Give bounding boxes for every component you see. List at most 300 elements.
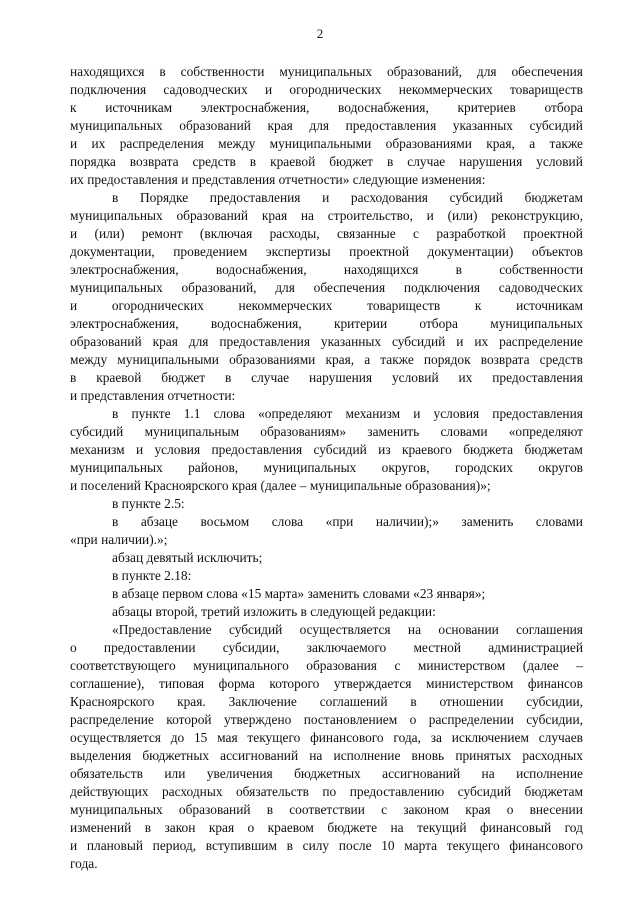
word: бюджете [327, 820, 378, 835]
word: в [386, 154, 394, 169]
word: из [378, 442, 391, 457]
word: субсидий [457, 784, 512, 799]
word: проектной [349, 244, 410, 259]
word: образований [70, 334, 142, 349]
text-line: абзац девятый исключить; [112, 550, 263, 565]
word: осуществляется [70, 730, 161, 745]
word: расходы, [269, 226, 320, 241]
word: текущего [446, 838, 500, 853]
text-line: в абзаце первом слова «15 марта» заменить словами «23 января»; [112, 586, 486, 601]
word: а [529, 136, 536, 151]
word: для [275, 280, 295, 295]
word: соглашение), [70, 676, 145, 691]
word: огороднических [111, 298, 204, 313]
word: бюджет [329, 154, 374, 169]
word: принятых [455, 748, 512, 763]
word: министерством [417, 658, 506, 673]
word: указанных [320, 334, 382, 349]
word: (или) [94, 226, 125, 241]
word: муниципальных [70, 280, 163, 295]
word: между [218, 136, 256, 151]
word: находящихся [70, 64, 145, 79]
word: местной [413, 640, 462, 655]
word: и [426, 208, 434, 223]
word: возврата [129, 154, 179, 169]
text-line: «при наличии).»; [70, 532, 168, 547]
text-line [70, 513, 583, 531]
word: подключения [403, 280, 481, 295]
text-line [70, 297, 583, 315]
word: товариществ [509, 82, 583, 97]
word: на [390, 820, 404, 835]
word: проведением [173, 244, 248, 259]
word: образованиями [385, 136, 472, 151]
word: образований, [181, 280, 257, 295]
text-line [70, 819, 583, 837]
word: водоснабжения, [215, 262, 307, 277]
word: основании [438, 622, 499, 637]
word: и [70, 838, 78, 853]
word: администрацией [488, 640, 583, 655]
text-line [70, 261, 583, 279]
word: о [409, 712, 417, 727]
word: утверждено [224, 712, 292, 727]
word: края. [177, 694, 206, 709]
word: предоставления [492, 370, 583, 385]
word: между [70, 352, 108, 367]
word: утверждается [333, 676, 412, 691]
word: предоставлению [349, 784, 445, 799]
word: текущего [247, 730, 301, 745]
word: также [549, 136, 583, 151]
word: условия [433, 406, 480, 421]
word: проектной [523, 226, 583, 241]
word: и [456, 334, 464, 349]
word: предоставлении [103, 640, 196, 655]
text-line [70, 441, 583, 459]
word: абзаце [140, 514, 178, 529]
word: средств [539, 352, 583, 367]
word: отбора [544, 100, 583, 115]
word: распределение [499, 334, 583, 349]
word: форма [218, 676, 255, 691]
word: предоставления [209, 190, 301, 205]
word: «определяют [258, 406, 333, 421]
word: «определяют [508, 424, 583, 439]
body-text [70, 63, 583, 873]
word: садоводческих [163, 82, 248, 97]
word: садоводческих [498, 280, 583, 295]
word: период, [152, 838, 197, 853]
word: условия [154, 442, 201, 457]
word: краевом [267, 820, 314, 835]
word: субсидий [449, 190, 503, 205]
word: предоставления [219, 334, 310, 349]
word: муниципального [193, 658, 289, 673]
text-line [70, 207, 583, 225]
word: водоснабжения, [338, 100, 429, 115]
word: товариществ [367, 298, 441, 313]
text-line [70, 153, 583, 171]
text-line: года. [70, 856, 98, 871]
word: округов [538, 460, 583, 475]
word: образований [176, 208, 249, 223]
word: собственности [180, 64, 265, 79]
word: расходования [350, 190, 428, 205]
word: в [455, 262, 462, 277]
word: субсидии, [222, 640, 280, 655]
word: слова [271, 514, 304, 529]
word: вступившим [205, 838, 277, 853]
word: критериев [457, 100, 516, 115]
word: края, [325, 352, 355, 367]
word: в [266, 802, 274, 817]
word: муниципальных [70, 118, 163, 133]
word: выделения [70, 748, 132, 763]
word: пункте [131, 406, 171, 421]
word: марта [404, 838, 438, 853]
word: о [247, 820, 255, 835]
word: края [208, 820, 235, 835]
word: исполнение [516, 766, 583, 781]
word: их [91, 136, 106, 151]
word: края [465, 802, 491, 817]
word: слова [213, 406, 245, 421]
word: бюджетам [524, 442, 583, 457]
word: отношении [439, 694, 504, 709]
word: в [410, 694, 417, 709]
word: строительство, [327, 208, 413, 223]
word: финансов [527, 676, 583, 691]
word: с [413, 226, 419, 241]
text-line [70, 99, 583, 117]
word: соответствующего [70, 658, 176, 673]
text-line [70, 405, 583, 423]
word: случае [407, 154, 446, 169]
word: исключением [451, 730, 529, 745]
text-line [70, 225, 583, 243]
text-line [70, 117, 583, 135]
word: восьмом [200, 514, 250, 529]
word: субсидий [70, 424, 124, 439]
word: некоммерческих [398, 82, 493, 97]
word: подключения [70, 82, 147, 97]
word: на [309, 748, 323, 763]
text-line [70, 837, 583, 855]
word: мая [217, 730, 238, 745]
text-line [70, 711, 583, 729]
word: и [70, 136, 78, 151]
word: для [309, 118, 330, 133]
word: расходных [161, 784, 223, 799]
word: также [380, 352, 414, 367]
word: бюджетам [524, 784, 583, 799]
word: районов, [188, 460, 239, 475]
word: муниципальных [70, 460, 163, 475]
word: предоставления [345, 118, 437, 133]
word: механизм [345, 406, 401, 421]
word: муниципальными [269, 136, 372, 151]
word: некоммерческих [238, 298, 333, 313]
word: городских [455, 460, 513, 475]
text-line [70, 243, 583, 261]
word: муниципальных [70, 208, 163, 223]
word: образований [179, 118, 251, 133]
word: ремонт [141, 226, 183, 241]
word: механизм [70, 442, 125, 457]
word: в [159, 64, 166, 79]
word: финансовый [479, 820, 552, 835]
text-line: в пункте 2.5: [112, 496, 185, 511]
word: бюджет [161, 370, 206, 385]
word: силу [302, 838, 330, 853]
word: соглашения [516, 622, 583, 637]
word: электроснабжения, [70, 316, 179, 331]
word: словами [440, 424, 488, 439]
text-line [70, 369, 583, 387]
word: муниципальным [144, 424, 240, 439]
word: на [407, 622, 422, 637]
word: в [112, 406, 119, 421]
text-line: абзацы второй, третий изложить в следующей редакции: [112, 604, 436, 619]
text-line [70, 333, 583, 351]
word: документации, [70, 244, 155, 259]
word: осуществляется [299, 622, 391, 637]
word: условий [536, 154, 583, 169]
word: краевой [270, 154, 316, 169]
word: за [430, 730, 442, 745]
word: предоставления [211, 442, 303, 457]
word: муниципальных [70, 802, 163, 817]
text-line [70, 657, 583, 675]
word: «при [325, 514, 354, 529]
word: «Предоставление [112, 622, 212, 637]
word: – [576, 658, 583, 673]
word: закон [164, 820, 196, 835]
word: с [381, 802, 388, 817]
word: с [394, 658, 401, 673]
word: краевого [401, 442, 452, 457]
text-line: и представления отчетности: [70, 388, 236, 403]
text-line [70, 747, 583, 765]
word: краевой [96, 370, 142, 385]
word: обеспечения [511, 64, 583, 79]
word: огороднических [289, 82, 382, 97]
word: бюджета [463, 442, 514, 457]
word: в [224, 370, 232, 385]
word: округов, [381, 460, 430, 475]
text-line [70, 63, 583, 81]
text-line [70, 621, 583, 639]
word: после [338, 838, 372, 853]
word: словами [535, 514, 583, 529]
word: распределении [428, 712, 514, 727]
word: и [135, 442, 144, 457]
word: вновь [411, 748, 445, 763]
word: в [286, 838, 293, 853]
word: внесении [529, 802, 583, 817]
text-line [70, 801, 583, 819]
word: порядка [70, 154, 116, 169]
word: обеспечения [313, 280, 386, 295]
word: года, [393, 730, 421, 745]
word: предоставления [492, 406, 583, 421]
word: типовая [158, 676, 205, 691]
word: Заключение [228, 694, 297, 709]
word: (далее [522, 658, 559, 673]
word: и [264, 82, 273, 97]
word: связанные [336, 226, 396, 241]
word: объектов [531, 244, 583, 259]
word: субсидии, [526, 694, 583, 709]
word: текущий [417, 820, 467, 835]
word: 10 [381, 838, 395, 853]
word: образований, [386, 64, 462, 79]
word: Порядке [139, 190, 189, 205]
word: (или) [447, 208, 478, 223]
word: экспертизы [265, 244, 331, 259]
word: Красноярского [70, 694, 155, 709]
word: (включая [199, 226, 253, 241]
word: их [458, 370, 473, 385]
text-line [70, 639, 583, 657]
word: в [144, 820, 152, 835]
text-line: в пункте 2.18: [112, 568, 192, 583]
word: наличии);» [375, 514, 439, 529]
word: муниципальными [117, 352, 219, 367]
word: ассигнований [220, 748, 299, 763]
word: критерии [333, 316, 388, 331]
word: исполнение [333, 748, 401, 763]
word: находящихся [343, 262, 419, 277]
word: края [267, 118, 293, 133]
word: водоснабжения, [210, 316, 302, 331]
text-line [70, 315, 583, 333]
word: для [188, 334, 209, 349]
word: до [170, 730, 185, 745]
word: нарушения [309, 370, 373, 385]
word: муниципальных [263, 460, 357, 475]
word: собственности [499, 262, 583, 277]
text-line [70, 189, 583, 207]
word: их [474, 334, 489, 349]
word: которой [166, 712, 212, 727]
word: муниципальных [490, 316, 583, 331]
word: и [322, 190, 330, 205]
text-line [70, 729, 583, 747]
word: и [413, 406, 421, 421]
word: бюджетам [524, 190, 583, 205]
word: обязательств [235, 784, 309, 799]
word: 15 [193, 730, 208, 745]
word: образованиями [229, 352, 316, 367]
word: в [70, 370, 77, 385]
word: на [481, 766, 495, 781]
word: год [564, 820, 583, 835]
word: обязательств [70, 766, 143, 781]
word: края [261, 208, 288, 223]
word: изменений [70, 820, 132, 835]
word: средств [192, 154, 236, 169]
text-line [70, 279, 583, 297]
word: финансового [509, 838, 583, 853]
word: и [70, 226, 78, 241]
text-line [70, 81, 583, 99]
word: бюджетных [142, 748, 210, 763]
text-line [70, 423, 583, 441]
word: случаев [538, 730, 583, 745]
word: заключаемого [306, 640, 387, 655]
word: образований [178, 802, 251, 817]
word: к [474, 298, 482, 313]
word: о [506, 802, 514, 817]
text-line: их предоставления и представления отчетности» следующие изменения: [70, 172, 486, 187]
word: субсидии, [526, 712, 583, 727]
text-line [70, 351, 583, 369]
word: субсидий [529, 118, 583, 133]
word: субсидий [228, 622, 283, 637]
word: муниципальных [279, 64, 373, 79]
word: а [364, 352, 371, 367]
text-line [70, 135, 583, 153]
word: разработкой [436, 226, 506, 241]
word: для [476, 64, 497, 79]
word: порядок [423, 352, 471, 367]
word: которого [269, 676, 320, 691]
word: источникам [516, 298, 583, 313]
word: расходных [522, 748, 583, 763]
word: министерством [425, 676, 514, 691]
text-line [70, 459, 583, 477]
word: заменить [461, 514, 514, 529]
text-line [70, 783, 583, 801]
word: края, [486, 136, 515, 151]
word: электроснабжения, [200, 100, 310, 115]
page-number: 2 [316, 26, 324, 41]
word: и [70, 298, 78, 313]
word: образования [306, 658, 377, 673]
text-line [70, 693, 583, 711]
word: заменить [367, 424, 420, 439]
word: отбора [419, 316, 458, 331]
word: плановый [86, 838, 143, 853]
word: источникам [105, 100, 173, 115]
text-line [70, 675, 583, 693]
word: указанных [452, 118, 513, 133]
word: нарушения [459, 154, 523, 169]
text-line [70, 765, 583, 783]
word: образованиям» [260, 424, 347, 439]
word: законом [403, 802, 450, 817]
word: увеличения [206, 766, 273, 781]
word: финансового [310, 730, 384, 745]
word: случае [251, 370, 290, 385]
word: распределение [70, 712, 154, 727]
word: электроснабжения, [70, 262, 179, 277]
word: документации) [427, 244, 514, 259]
word: субсидий [313, 442, 367, 457]
word: по [322, 784, 337, 799]
word: в [249, 154, 257, 169]
word: к [70, 100, 77, 115]
word: или [164, 766, 186, 781]
word: о [70, 640, 77, 655]
word: соответствии [289, 802, 365, 817]
word: в [112, 190, 119, 205]
word: в [112, 514, 119, 529]
word: на [300, 208, 315, 223]
word: субсидий [392, 334, 446, 349]
